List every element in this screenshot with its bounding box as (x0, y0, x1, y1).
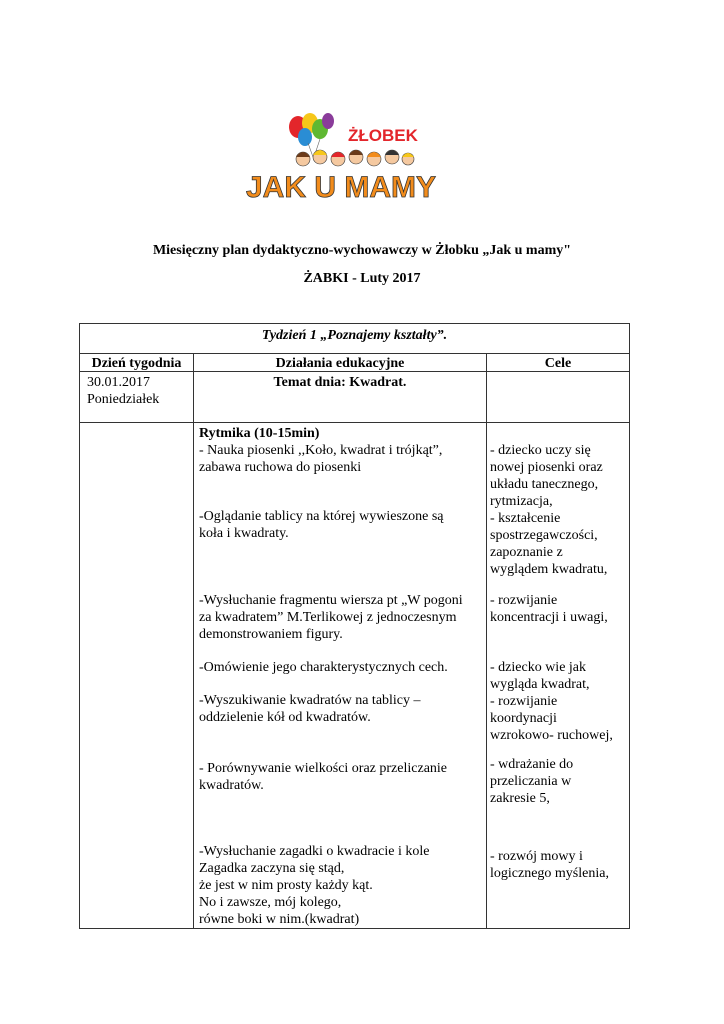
document-subtitle: ŻABKI - Luty 2017 (303, 271, 421, 286)
balloon-icon (322, 113, 334, 129)
rytmika-title: Rytmika (10-15min) (199, 426, 320, 441)
plan-table (79, 323, 630, 929)
document-title: Miesięczny plan dydaktyczno-wychowawczy w Żłobku „Jak u mamy" (152, 243, 572, 258)
logo-graphic (245, 113, 437, 205)
day-cell (87, 374, 159, 408)
header-goals: Cele (544, 356, 572, 371)
day-name: Poniedziałek (87, 392, 160, 407)
logo (245, 113, 437, 205)
activity-item: -Wysłuchanie zagadki o kwadracie i kole Zagadka zaczyna się stąd, że jest w nim prosty każdy kąt. No i zawsze, mój kolego, równe boki w nim.(kwadrat) (199, 844, 430, 927)
goal-item: - rozwijanie koncentracji i uwagi, (490, 593, 608, 625)
goal-item: - dziecko wie jak wygląda kwadrat, - rozwijanie koordynacji wzrokowo- ruchowej, (490, 660, 613, 743)
activity-item: -Wysłuchanie fragmentu wiersza pt „W pogoni za kwadratem” M.Terlikowej z jednoczesnym demonstrowaniem figury. (199, 593, 463, 642)
day-date: 30.01.2017 (87, 375, 150, 390)
day-topic: Temat dnia: Kwadrat. (273, 375, 407, 390)
activity-item: - Nauka piosenki ,,Koło, kwadrat i trójkąt”, zabawa ruchowa do piosenki (199, 443, 443, 475)
children-icon (296, 150, 414, 166)
logo-main-text: JAK U MAMY (245, 171, 437, 204)
activity-item: -Oglądanie tablicy na której wywieszone są koła i kwadraty. (199, 509, 444, 541)
goal-item: - rozwój mowy i logicznego myślenia, (490, 849, 609, 881)
header-day: Dzień tygodnia (91, 356, 182, 371)
goal-item: - dziecko uczy się nowej piosenki oraz układu tanecznego, rytmizacja, - kształcenie spostrzegawczości, zapoznanie z wyglądem kwadratu, (490, 443, 608, 577)
header-activities: Działania edukacyjne (275, 356, 405, 371)
activity-item: -Omówienie jego charakterystycznych cech. (199, 660, 448, 675)
activity-item: -Wyszukiwanie kwadratów na tablicy – oddzielenie kół od kwadratów. (199, 693, 421, 725)
goal-item: - wdrażanie do przeliczania w zakresie 5, (490, 757, 574, 806)
logo-top-text: ŻŁOBEK (348, 126, 418, 145)
week-title: Tydzień 1 „Poznajemy kształty”. (261, 328, 448, 343)
activity-item: - Porównywanie wielkości oraz przeliczanie kwadratów. (199, 761, 448, 793)
balloon-icon (298, 128, 312, 146)
